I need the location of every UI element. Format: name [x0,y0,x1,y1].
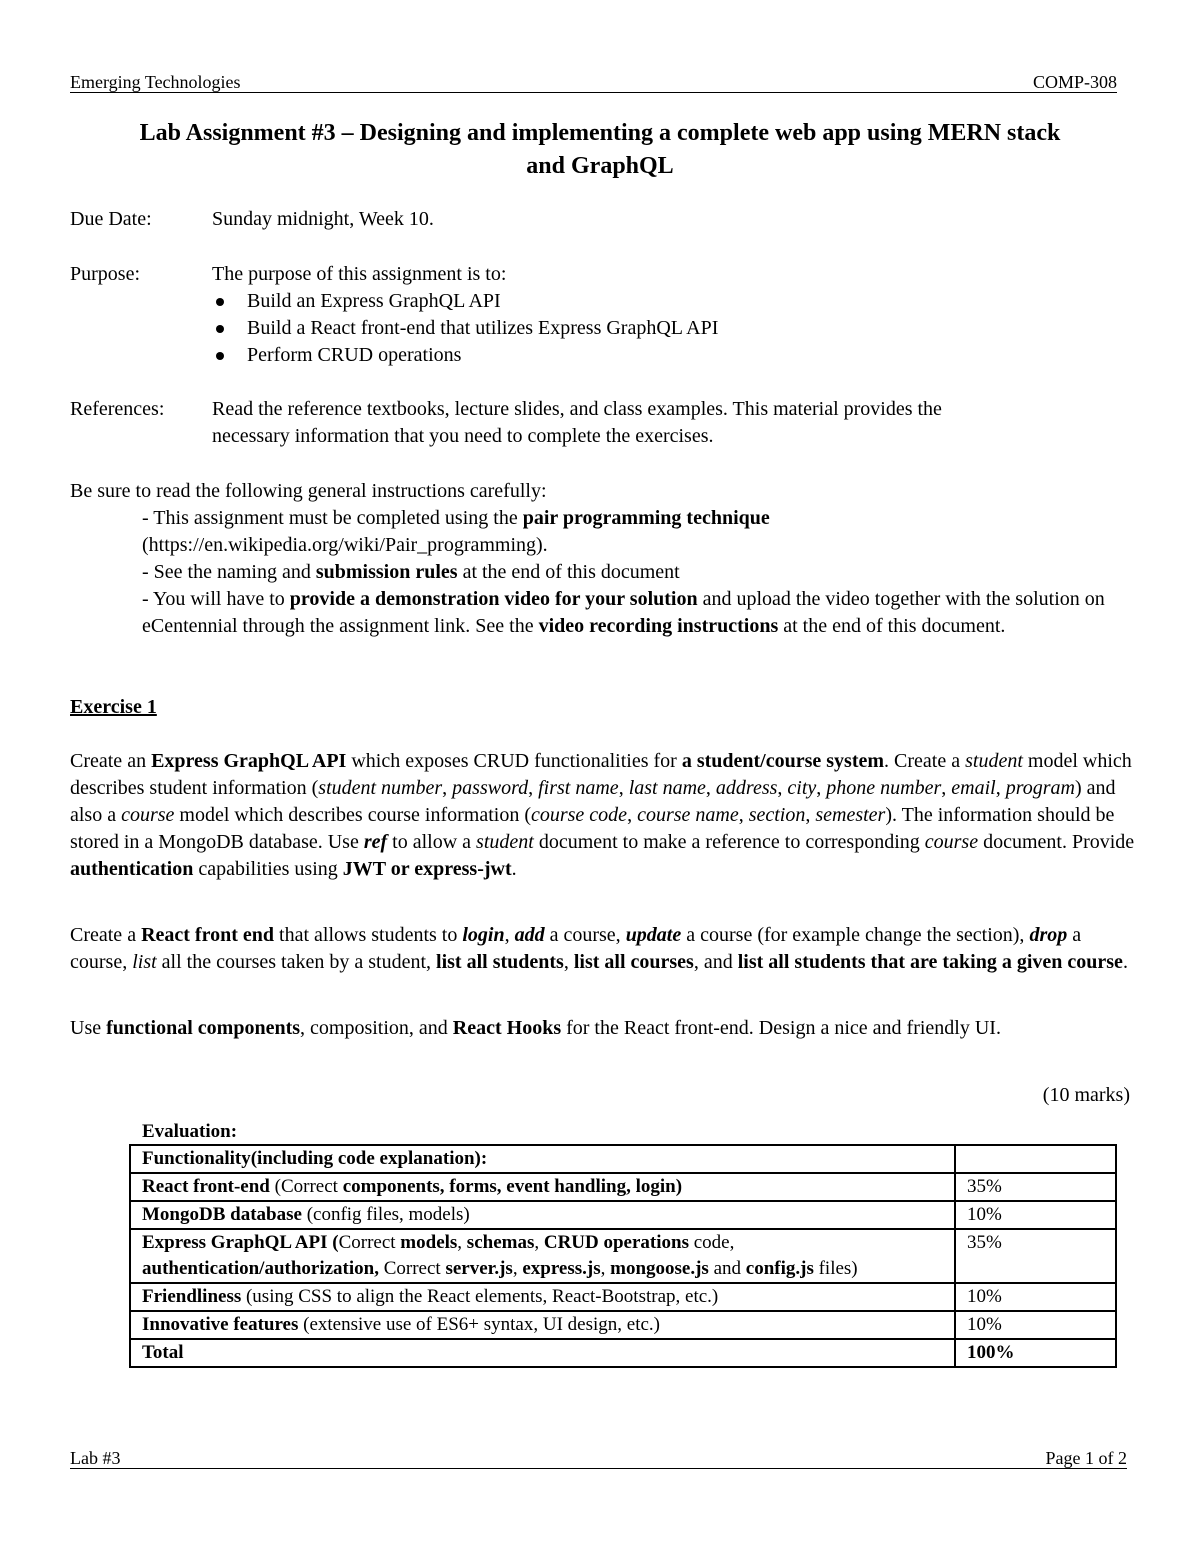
text-run: add [514,924,545,946]
purpose-label: Purpose: [70,263,140,285]
text-run: config.js [745,1258,814,1279]
text-run: , [777,777,788,799]
purpose-list [212,288,1132,369]
text-run: to allow a [387,831,477,853]
text-run: login [462,924,505,946]
text-run: email [951,777,996,799]
text-run: . [511,858,517,880]
text-run: React front end [141,924,275,946]
text-run: express.js [522,1258,601,1279]
evaluation-weight [955,1145,1116,1173]
instruction-1 [70,505,1135,559]
text-run: components, forms, event handling, login) [342,1176,683,1197]
text-run: section [748,804,806,826]
text-run: Innovative features [142,1314,299,1335]
header-course-code: COMP-308 [1032,72,1117,92]
evaluation-row [130,1339,1116,1367]
text-run: , [738,804,749,826]
text-run: functional components [106,1017,301,1039]
purpose-bullet: Build a React front-end that utilizes Express GraphQL API [212,315,1132,342]
instruction-1-bold: pair programming technique [522,507,770,529]
text-run: student [965,750,1023,772]
evaluation-criterion [130,1339,955,1367]
text-run: mongoose.js [610,1258,709,1279]
instruction-3 [70,586,1135,640]
text-run: , [534,1232,544,1253]
evaluation-table-body [130,1145,1116,1367]
instruction-2-tail: at the end of this document [457,561,680,583]
references-line-1: Read the reference textbooks, lecture slides, and class examples. This material provides the [212,398,942,420]
evaluation-row [130,1201,1116,1229]
instruction-3-middle: and upload the video together with the solution on eCentennial through the assignment link. See the [142,588,1105,637]
text-run: list all students that are taking a given course [737,951,1123,973]
evaluation-row [130,1311,1116,1339]
page-footer [70,1448,1127,1469]
text-run: ref [363,831,388,853]
text-run: . [1122,951,1128,973]
evaluation-criterion [130,1311,955,1339]
instruction-1-text: - This assignment must be completed using the [142,507,523,529]
evaluation-row [130,1173,1116,1201]
text-run: capabilities using [193,858,343,880]
evaluation-row [130,1229,1116,1283]
instruction-3-bold: provide a demonstration video for your solution [289,588,698,610]
text-run: Correct [378,1258,446,1279]
text-run: model which describes student information ( [70,750,1132,799]
text-run: student number [318,777,443,799]
text-run: a course, [544,924,626,946]
text-run: ). The information should be stored in a MongoDB database. Use [70,804,1115,853]
text-run: Functionality(including code explanation): [142,1148,488,1169]
text-run: , composition, and [300,1017,453,1039]
text-run: address [715,777,778,799]
text-run: Create a [70,924,142,946]
text-run: Express GraphQL API ( [142,1232,339,1253]
text-run: ) and also a [70,777,1116,826]
text-run: Express GraphQL API [151,750,347,772]
instruction-2-bold: submission rules [315,561,458,583]
text-run: all the courses taken by a student, [156,951,437,973]
text-run: Create an [70,750,152,772]
text-run: , [504,924,515,946]
text-run: , [457,1232,467,1253]
instruction-2-text: - See the naming and [142,561,316,583]
evaluation-criterion [130,1145,955,1173]
text-run: first name [538,777,619,799]
text-run: React Hooks [452,1017,562,1039]
evaluation-weight: 35% [955,1173,1116,1201]
exercise-heading: Exercise 1 [70,696,157,718]
text-run: Use [70,1017,107,1039]
page-header [70,72,1117,93]
text-run: , [995,777,1006,799]
title-line-1: Lab Assignment #3 – Designing and implementing a complete web app using MERN stack [139,120,1061,146]
general-intro: Be sure to read the following general instructions carefully: [70,480,547,502]
text-run: (config files, models) [301,1204,470,1225]
text-run: program [1005,777,1075,799]
purpose-intro: The purpose of this assignment is to: [212,263,507,285]
evaluation-criterion [130,1201,955,1229]
text-run: MongoDB database [142,1204,302,1225]
text-run: drop [1029,924,1068,946]
text-run: , [805,804,816,826]
instruction-3-tail: at the end of this document. [778,615,1006,637]
text-run: document to make a reference to corresponding [533,831,925,853]
exercise-heading-wrap [70,694,1135,721]
references-line-2: necessary information that you need to complete the exercises. [212,425,714,447]
instruction-2 [70,559,1135,586]
header-course-name: Emerging Technologies [70,72,241,92]
evaluation-title: Evaluation: [142,1121,238,1142]
due-date-value: Sunday midnight, Week 10. [212,208,434,230]
page-title [60,117,1140,183]
purpose-bullet: Build an Express GraphQL API [212,288,1132,315]
text-run: JWT or express-jwt [342,858,512,880]
text-run: , [442,777,453,799]
text-run: , and [693,951,738,973]
text-run: , [512,1258,523,1279]
purpose-bullet: Perform CRUD operations [212,342,1132,369]
instruction-1-link: (https://en.wikipedia.org/wiki/Pair_programming). [142,534,548,556]
evaluation-table [129,1144,1117,1368]
text-run: student [476,831,534,853]
text-run: Friendliness [142,1286,242,1307]
text-run: course [121,804,175,826]
evaluation-weight: 10% [955,1311,1116,1339]
text-run: Total [142,1342,184,1363]
text-run: update [625,924,682,946]
text-run: phone number [826,777,942,799]
text-run: schemas [466,1232,535,1253]
footer-page-number: Page 1 of 2 [1045,1448,1127,1468]
text-run: model which describes course information ( [174,804,531,826]
exercise-paragraph-2 [70,922,1135,976]
evaluation-weight: 100% [955,1339,1116,1367]
evaluation-criterion [130,1229,955,1283]
text-run: document. Provide [978,831,1135,853]
text-run: , [528,777,539,799]
text-run: authentication/authorization, [142,1258,379,1279]
text-run: , [816,777,827,799]
general-instructions [70,478,1135,640]
exercise-paragraph-3 [70,1015,1135,1042]
evaluation-row [130,1283,1116,1311]
text-run: course name [637,804,739,826]
text-run: city [787,777,817,799]
text-run: course [924,831,979,853]
text-run: a student/course system [681,750,885,772]
instruction-3-text: - You will have to [142,588,290,610]
evaluation-criterion [130,1283,955,1311]
text-run: , [627,804,638,826]
text-run: models [400,1232,458,1253]
text-run: for the React front-end. Design a nice and friendly UI. [561,1017,1001,1039]
evaluation-weight: 10% [955,1201,1116,1229]
text-run: a course, [70,924,1082,973]
exercise-paragraph-1 [70,748,1135,883]
evaluation-weight: 10% [955,1283,1116,1311]
evaluation-row [130,1145,1116,1173]
exercise-marks: (10 marks) [1042,1084,1130,1106]
text-run: . Create a [884,750,966,772]
text-run: code, [689,1232,735,1253]
text-run: authentication [70,858,194,880]
evaluation-weight: 35% [955,1229,1116,1283]
text-run: (using CSS to align the React elements, React-Bootstrap, etc.) [241,1286,719,1307]
text-run: , [705,777,716,799]
text-run: which exposes CRUD functionalities for [346,750,682,772]
text-run: course code [530,804,628,826]
footer-lab-number: Lab #3 [70,1448,121,1468]
text-run: semester [815,804,886,826]
text-run: , [600,1258,611,1279]
text-run: (Correct [274,1176,343,1197]
text-run: CRUD operations [543,1232,689,1253]
text-run: , [941,777,952,799]
text-run: (extensive use of ES6+ syntax, UI design, etc.) [298,1314,660,1335]
text-run: list all students [436,951,564,973]
text-run: and [708,1258,746,1279]
due-date-label: Due Date: [70,208,152,230]
references-value [212,396,1132,450]
title-line-2: and GraphQL [526,153,674,179]
purpose-value [212,261,1132,369]
text-run: Correct [338,1232,401,1253]
text-run: server.js [445,1258,513,1279]
text-run: , [563,951,574,973]
text-run: last name [628,777,706,799]
references-label: References: [70,398,165,420]
text-run: that allows students to [274,924,463,946]
text-run: list [132,951,157,973]
text-run: list all courses [573,951,694,973]
text-run: files) [813,1258,858,1279]
instruction-3-bold-2: video recording instructions [538,615,779,637]
text-run: password [452,777,529,799]
text-run: , [618,777,629,799]
evaluation-criterion [130,1173,955,1201]
text-run: a course (for example change the section), [681,924,1030,946]
text-run: React front-end [142,1176,275,1197]
